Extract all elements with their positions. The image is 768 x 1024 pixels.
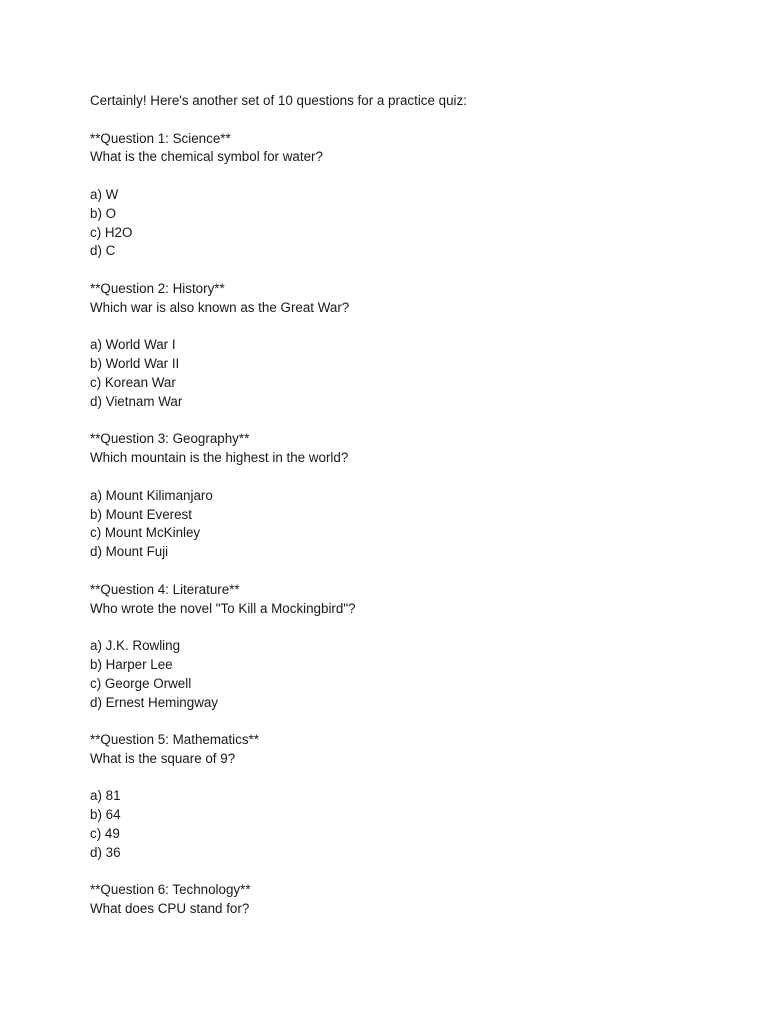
option-a: a) 81 [90, 788, 121, 804]
question-prompt: What is the square of 9? [90, 750, 236, 766]
option-d: d) Mount Fuji [90, 544, 169, 560]
question-prompt: Which war is also known as the Great War? [90, 299, 350, 315]
question-5 [90, 731, 730, 863]
option-c: c) George Orwell [90, 675, 192, 691]
spacer [90, 769, 730, 788]
option-a: a) Mount Kilimanjaro [90, 487, 213, 503]
question-1 [90, 130, 730, 262]
spacer [90, 167, 730, 186]
question-heading: **Question 2: History** [90, 280, 225, 296]
spacer [90, 712, 730, 731]
question-4 [90, 581, 730, 713]
option-d: d) Vietnam War [90, 393, 183, 409]
question-prompt: What is the chemical symbol for water? [90, 149, 323, 165]
question-heading: **Question 5: Mathematics** [90, 732, 259, 748]
intro-text: Certainly! Here's another set of 10 questions for a practice quiz: [90, 93, 467, 108]
option-d: d) C [90, 243, 116, 259]
option-d: d) Ernest Hemingway [90, 694, 219, 710]
spacer [90, 318, 730, 337]
question-heading: **Question 4: Literature** [90, 581, 240, 597]
question-2 [90, 280, 730, 412]
option-b: b) Mount Everest [90, 506, 192, 522]
spacer [90, 412, 730, 431]
question-heading: **Question 1: Science** [90, 130, 231, 146]
option-b: b) O [90, 205, 117, 221]
spacer [90, 618, 730, 637]
spacer [90, 562, 730, 581]
question-6 [90, 881, 730, 919]
option-b: b) Harper Lee [90, 656, 173, 672]
spacer [90, 261, 730, 280]
spacer [90, 468, 730, 487]
option-a: a) World War I [90, 337, 176, 353]
spacer [90, 863, 730, 882]
question-prompt: What does CPU stand for? [90, 901, 250, 917]
question-heading: **Question 6: Technology** [90, 882, 251, 898]
question-prompt: Who wrote the novel "To Kill a Mockingbird"? [90, 600, 356, 616]
document-body [90, 92, 730, 919]
option-b: b) 64 [90, 807, 121, 823]
question-heading: **Question 3: Geography** [90, 431, 250, 447]
option-d: d) 36 [90, 844, 121, 860]
spacer [90, 111, 730, 130]
option-a: a) J.K. Rowling [90, 638, 181, 654]
question-3 [90, 430, 730, 562]
option-b: b) World War II [90, 356, 180, 372]
option-c: c) 49 [90, 826, 120, 842]
option-a: a) W [90, 186, 119, 202]
question-prompt: Which mountain is the highest in the world? [90, 450, 349, 466]
option-c: c) Korean War [90, 374, 176, 390]
option-c: c) H2O [90, 224, 133, 240]
option-c: c) Mount McKinley [90, 525, 201, 541]
